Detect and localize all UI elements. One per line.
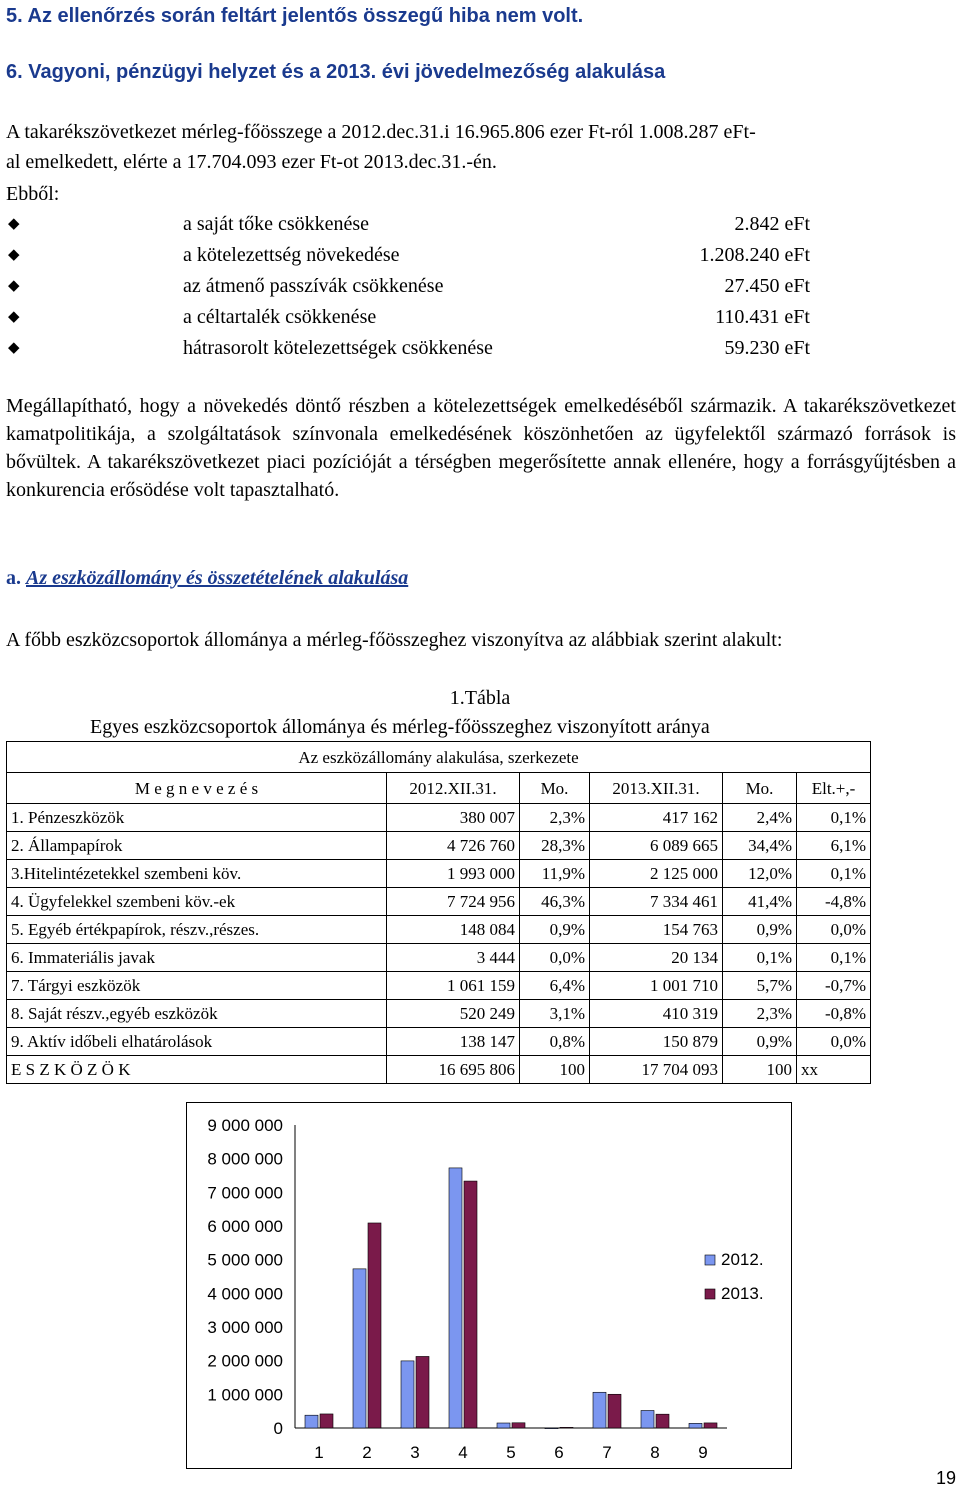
- legend-swatch: [705, 1289, 715, 1299]
- y-tick-label: 7 000 000: [207, 1183, 283, 1203]
- cell-2012: 3 444: [387, 944, 520, 972]
- cell-share-2012: 0,8%: [520, 1028, 590, 1056]
- bar-2012: [305, 1415, 318, 1428]
- cell-diff: 0,1%: [797, 860, 871, 888]
- bullet-value: 27.450 eFt: [724, 275, 810, 297]
- diamond-bullet-icon: ◆: [8, 216, 20, 232]
- table-row: [7, 860, 871, 888]
- cell-name: 9. Aktív időbeli elhatárolások: [7, 1028, 387, 1056]
- bar-2013: [416, 1356, 429, 1428]
- cell-share-2012: 3,1%: [520, 1000, 590, 1028]
- intro-line-3: Ebből:: [6, 183, 60, 205]
- cell-share-2012: 2,3%: [520, 804, 590, 832]
- bullet-value: 59.230 eFt: [724, 337, 810, 359]
- table-title: Egyes eszközcsoportok állománya és mérleg-főösszeghez viszonyított aránya: [90, 716, 710, 738]
- x-tick-label: 3: [410, 1443, 420, 1462]
- cell-share-2013: 0,9%: [723, 1028, 797, 1056]
- cell-2013: 1 001 710: [590, 972, 723, 1000]
- table-row: [7, 832, 871, 860]
- total-diff: xx: [797, 1056, 871, 1084]
- cell-diff: 0,0%: [797, 916, 871, 944]
- cell-diff: 0,0%: [797, 1028, 871, 1056]
- header-name: M e g n e v e z é s: [7, 773, 387, 804]
- cell-share-2012: 6,4%: [520, 972, 590, 1000]
- bar-2013: [368, 1223, 381, 1428]
- x-tick-label: 2: [362, 1443, 372, 1462]
- cell-share-2012: 0,9%: [520, 916, 590, 944]
- cell-name: 7. Tárgyi eszközök: [7, 972, 387, 1000]
- bar-2012: [641, 1410, 654, 1428]
- bullet-value: 2.842 eFt: [734, 213, 810, 235]
- bullet-label: a kötelezettség növekedése: [183, 244, 400, 266]
- table-row: [7, 916, 871, 944]
- table-super-header: Az eszközállomány alakulása, szerkezete: [7, 742, 871, 773]
- bullet-label: hátrasorolt kötelezettségek csökkenése: [183, 337, 493, 359]
- cell-2013: 20 134: [590, 944, 723, 972]
- cell-name: 8. Saját részv.,egyéb eszközök: [7, 1000, 387, 1028]
- cell-share-2013: 2,3%: [723, 1000, 797, 1028]
- total-2013: 17 704 093: [590, 1056, 723, 1084]
- bullet-value: 110.431 eFt: [715, 306, 810, 328]
- legend-label: 2012.: [721, 1250, 764, 1269]
- bullet-label: a saját tőke csökkenése: [183, 213, 370, 235]
- section-a-prefix: a.: [6, 567, 21, 589]
- y-tick-label: 0: [273, 1419, 283, 1438]
- cell-2013: 150 879: [590, 1028, 723, 1056]
- x-tick-label: 4: [458, 1443, 468, 1462]
- x-tick-label: 8: [650, 1443, 660, 1462]
- header-share-2012: Mo.: [520, 773, 590, 804]
- cell-2013: 410 319: [590, 1000, 723, 1028]
- heading-5: 5. Az ellenőrzés során feltárt jelentős összegű hiba nem volt.: [6, 5, 584, 27]
- cell-share-2013: 0,1%: [723, 944, 797, 972]
- y-tick-label: 6 000 000: [207, 1217, 283, 1236]
- table-row: [7, 1028, 871, 1056]
- bar-2013: [656, 1414, 669, 1428]
- cell-name: 5. Egyéb értékpapírok, részv.,részes.: [7, 916, 387, 944]
- cell-name: 4. Ügyfelekkel szembeni köv.-ek: [7, 888, 387, 916]
- cell-2012: 138 147: [387, 1028, 520, 1056]
- section-a-heading: [6, 566, 408, 590]
- cell-share-2013: 0,9%: [723, 916, 797, 944]
- cell-share-2013: 41,4%: [723, 888, 797, 916]
- bar-chart: [187, 1103, 791, 1468]
- cell-2012: 7 724 956: [387, 888, 520, 916]
- cell-diff: 0,1%: [797, 804, 871, 832]
- x-tick-label: 1: [314, 1443, 324, 1462]
- cell-name: 1. Pénzeszközök: [7, 804, 387, 832]
- bar-2012: [593, 1392, 606, 1428]
- table-row: [7, 944, 871, 972]
- header-share-2013: Mo.: [723, 773, 797, 804]
- cell-share-2013: 34,4%: [723, 832, 797, 860]
- cell-2013: 2 125 000: [590, 860, 723, 888]
- y-tick-label: 5 000 000: [207, 1250, 283, 1270]
- legend-swatch: [705, 1255, 715, 1265]
- section-a-title: Az eszközállomány és összetételének alakulása: [26, 567, 409, 589]
- cell-name: 6. Immateriális javak: [7, 944, 387, 972]
- table-super-header-row: [7, 742, 871, 773]
- table-row: [7, 804, 871, 832]
- y-tick-label: 3 000 000: [207, 1318, 283, 1337]
- bar-2013: [512, 1423, 525, 1428]
- bar-2013: [704, 1423, 717, 1428]
- paragraph-findings: Megállapítható, hogy a növekedés döntő részben a kötelezettségek emelkedéséből származik. A takarékszövetkezet kamatpolitikája, a szolgáltatások színvonala emelkedésének köszönhetően az ügyfelektől származó források is bővültek. A takarékszövetkezet piaci pozícióját a térségben megerősítette annak ellenére, hogy a forrásgyűjtésben a konkurencia erősödése volt tapasztalható.: [6, 395, 956, 501]
- intro-line-2: al emelkedett, elérte a 17.704.093 ezer Ft-ot 2013.dec.31.-én.: [6, 151, 497, 173]
- bar-2012: [353, 1269, 366, 1428]
- header-diff: Elt.+,-: [797, 773, 871, 804]
- total-2012: 16 695 806: [387, 1056, 520, 1084]
- bar-2013: [608, 1394, 621, 1428]
- asset-table: [6, 741, 871, 1084]
- total-share-2013: 100: [723, 1056, 797, 1084]
- diamond-bullet-icon: ◆: [8, 309, 20, 325]
- cell-diff: -4,8%: [797, 888, 871, 916]
- cell-2012: 1 993 000: [387, 860, 520, 888]
- cell-diff: -0,8%: [797, 1000, 871, 1028]
- bar-2013: [560, 1427, 573, 1428]
- x-tick-label: 6: [554, 1443, 564, 1462]
- cell-diff: 0,1%: [797, 944, 871, 972]
- bullet-label: a céltartalék csökkenése: [183, 306, 377, 328]
- bar-2012: [401, 1361, 414, 1428]
- diamond-bullet-icon: ◆: [8, 340, 20, 356]
- intro-line-1: A takarékszövetkezet mérleg-főösszege a 2012.dec.31.i 16.965.806 ezer Ft-ról 1.008.287 eFt-: [6, 121, 756, 143]
- table-total-row: [7, 1056, 871, 1084]
- cell-2012: 380 007: [387, 804, 520, 832]
- table-header-row: [7, 773, 871, 804]
- cell-name: 3.Hitelintézetekkel szembeni köv.: [7, 860, 387, 888]
- cell-2013: 417 162: [590, 804, 723, 832]
- cell-2013: 6 089 665: [590, 832, 723, 860]
- cell-share-2012: 28,3%: [520, 832, 590, 860]
- page-number: 19: [936, 1468, 957, 1488]
- cell-share-2013: 2,4%: [723, 804, 797, 832]
- cell-share-2013: 5,7%: [723, 972, 797, 1000]
- cell-share-2013: 12,0%: [723, 860, 797, 888]
- table-row: [7, 1000, 871, 1028]
- cell-2012: 4 726 760: [387, 832, 520, 860]
- total-share-2012: 100: [520, 1056, 590, 1084]
- cell-share-2012: 46,3%: [520, 888, 590, 916]
- paragraph-assets: A főbb eszközcsoportok állománya a mérleg-főösszeghez viszonyítva az alábbiak szerint alakult:: [6, 629, 783, 651]
- cell-name: 2. Állampapírok: [7, 832, 387, 860]
- table-row: [7, 972, 871, 1000]
- cell-2012: 1 061 159: [387, 972, 520, 1000]
- bar-2012: [497, 1423, 510, 1428]
- cell-diff: -0,7%: [797, 972, 871, 1000]
- x-tick-label: 7: [602, 1443, 612, 1462]
- bullet-list: [0, 212, 810, 362]
- bar-2013: [320, 1414, 333, 1428]
- total-label: E S Z K Ö Z Ö K: [7, 1056, 387, 1084]
- y-tick-label: 2 000 000: [207, 1351, 283, 1371]
- cell-2012: 148 084: [387, 916, 520, 944]
- bullet-value: 1.208.240 eFt: [699, 244, 810, 266]
- diamond-bullet-icon: ◆: [8, 247, 20, 263]
- x-tick-label: 5: [506, 1443, 516, 1462]
- chart-frame: [186, 1102, 792, 1469]
- legend-label: 2013.: [721, 1284, 764, 1303]
- diamond-bullet-icon: ◆: [8, 278, 20, 294]
- header-2012: 2012.XII.31.: [387, 773, 520, 804]
- cell-share-2012: 11,9%: [520, 860, 590, 888]
- cell-2012: 520 249: [387, 1000, 520, 1028]
- heading-6: 6. Vagyoni, pénzügyi helyzet és a 2013. évi jövedelmezőség alakulása: [6, 61, 666, 83]
- x-tick-label: 9: [698, 1443, 708, 1462]
- y-tick-label: 9 000 000: [207, 1116, 283, 1135]
- bar-2013: [464, 1181, 477, 1428]
- bullet-label: az átmenő passzívák csökkenése: [183, 275, 444, 297]
- header-2013: 2013.XII.31.: [590, 773, 723, 804]
- cell-2013: 154 763: [590, 916, 723, 944]
- bar-2012: [449, 1168, 462, 1428]
- cell-diff: 6,1%: [797, 832, 871, 860]
- table-row: [7, 888, 871, 916]
- y-tick-label: 4 000 000: [207, 1284, 283, 1304]
- y-tick-label: 1 000 000: [207, 1385, 283, 1405]
- cell-2013: 7 334 461: [590, 888, 723, 916]
- y-tick-label: 8 000 000: [207, 1149, 283, 1169]
- table-number: 1.Tábla: [449, 687, 511, 709]
- cell-share-2012: 0,0%: [520, 944, 590, 972]
- bar-2012: [545, 1428, 558, 1429]
- bar-2012: [689, 1423, 702, 1428]
